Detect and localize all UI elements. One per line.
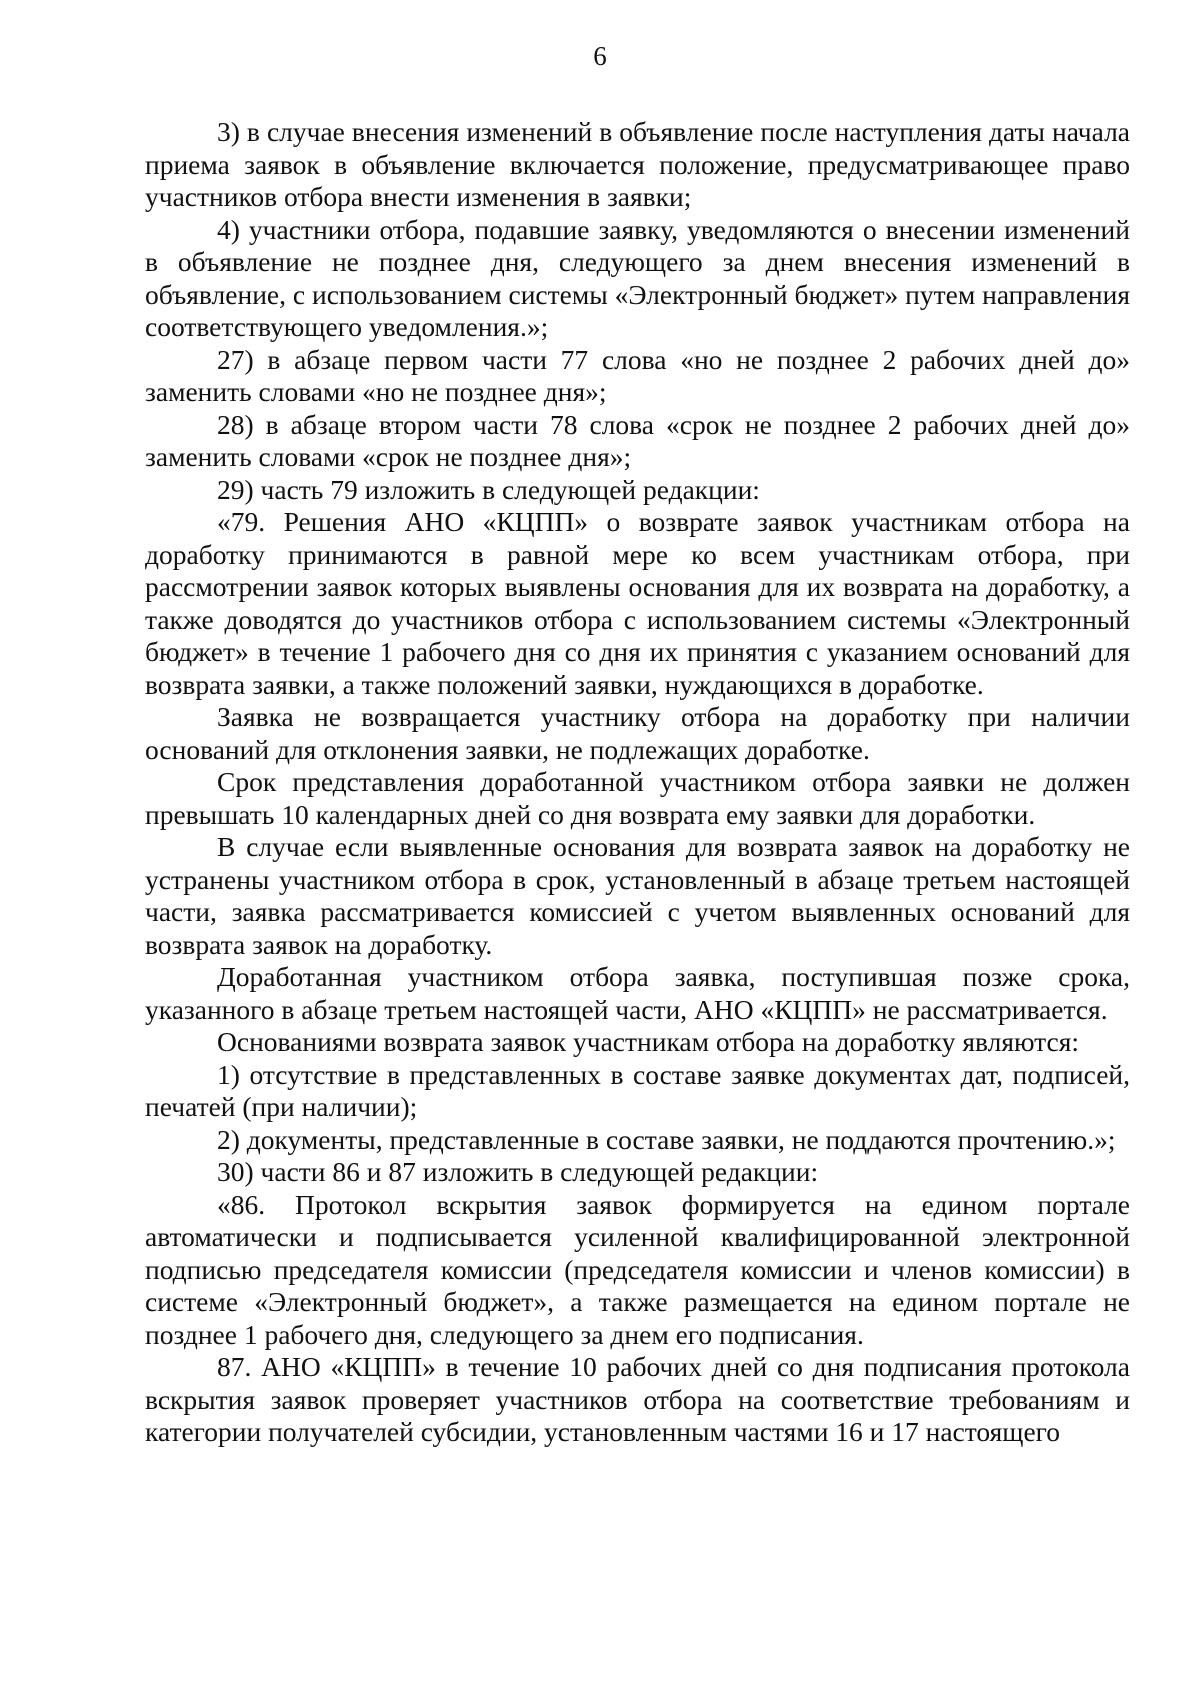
paragraph: 1) отсутствие в представленных в составе заявке документах дат, подписей, печатей (при наличии); bbox=[145, 1058, 1130, 1122]
paragraph: «79. Решения АНО «КЦПП» о возврате заявок участникам отбора на доработку принимаются в равной мере ко всем участникам отбора, при рассмотрении заявок которых выявлены основания для их возврата на доработку, а также доводятся до участников отбора с использованием системы «Электронный бюджет» в течение 1 рабочего дня со дня их принятия с указанием оснований для возврата заявки, а также положений заявки, нуждающихся в доработке. bbox=[145, 506, 1130, 700]
paragraph: 3) в случае внесения изменений в объявление после наступления даты начала приема заявок в объявление включается положение, предусматривающее право участников отбора внести изменения в заявки; bbox=[145, 116, 1130, 212]
paragraph: 87. АНО «КЦПП» в течение 10 рабочих дней со дня подписания протокола вскрытия заявок проверяет участников отбора на соответствие требованиям и категории получателей субсидии, установленным частями 16 и 17 настоящего bbox=[145, 1351, 1130, 1447]
paragraph: 2) документы, представленные в составе заявки, не поддаются прочтению.»; bbox=[217, 1123, 1116, 1155]
paragraph: 27) в абзаце первом части 77 слова «но не позднее 2 рабочих дней до» заменить словами «но не позднее дня»; bbox=[145, 343, 1130, 407]
paragraph: Срок представления доработанной участником отбора заявки не должен превышать 10 календарных дней со дня возврата ему заявки для доработки. bbox=[145, 766, 1130, 830]
page-number: 6 bbox=[593, 41, 607, 71]
paragraph: Доработанная участником отбора заявка, поступившая позже срока, указанного в абзаце третьем настоящей части, АНО «КЦПП» не рассматривается. bbox=[145, 961, 1130, 1025]
paragraph: В случае если выявленные основания для возврата заявок на доработку не устранены участником отбора в срок, установленный в абзаце третьем настоящей части, заявка рассматривается комиссией с учетом выявленных оснований для возврата заявок на доработку. bbox=[145, 831, 1130, 960]
paragraph: 28) в абзаце втором части 78 слова «срок не позднее 2 рабочих дней до» заменить словами «срок не позднее дня»; bbox=[145, 408, 1130, 472]
paragraph: Основаниями возврата заявок участникам отбора на доработку являются: bbox=[217, 1026, 1080, 1057]
paragraph: 29) часть 79 изложить в следующей редакции: bbox=[217, 473, 760, 505]
document-body bbox=[145, 116, 1130, 1449]
paragraph: 4) участники отбора, подавшие заявку, уведомляются о внесении изменений в объявление не позднее дня, следующего за днем внесения изменений в объявление, с использованием системы «Электронный бюджет» путем направления соответствующего уведомления.»; bbox=[145, 213, 1130, 342]
paragraph: 30) части 86 и 87 изложить в следующей редакции: bbox=[217, 1156, 819, 1187]
paragraph: Заявка не возвращается участнику отбора на доработку при наличии оснований для отклонения заявки, не подлежащих доработке. bbox=[145, 701, 1130, 765]
paragraph: «86. Протокол вскрытия заявок формируется на едином портале автоматически и подписывается усиленной квалифицированной электронной подписью председателя комиссии (председателя комиссии и членов комиссии) в системе «Электронный бюджет», а также размещается на едином портале не позднее 1 рабочего дня, следующего за днем его подписания. bbox=[145, 1188, 1130, 1350]
